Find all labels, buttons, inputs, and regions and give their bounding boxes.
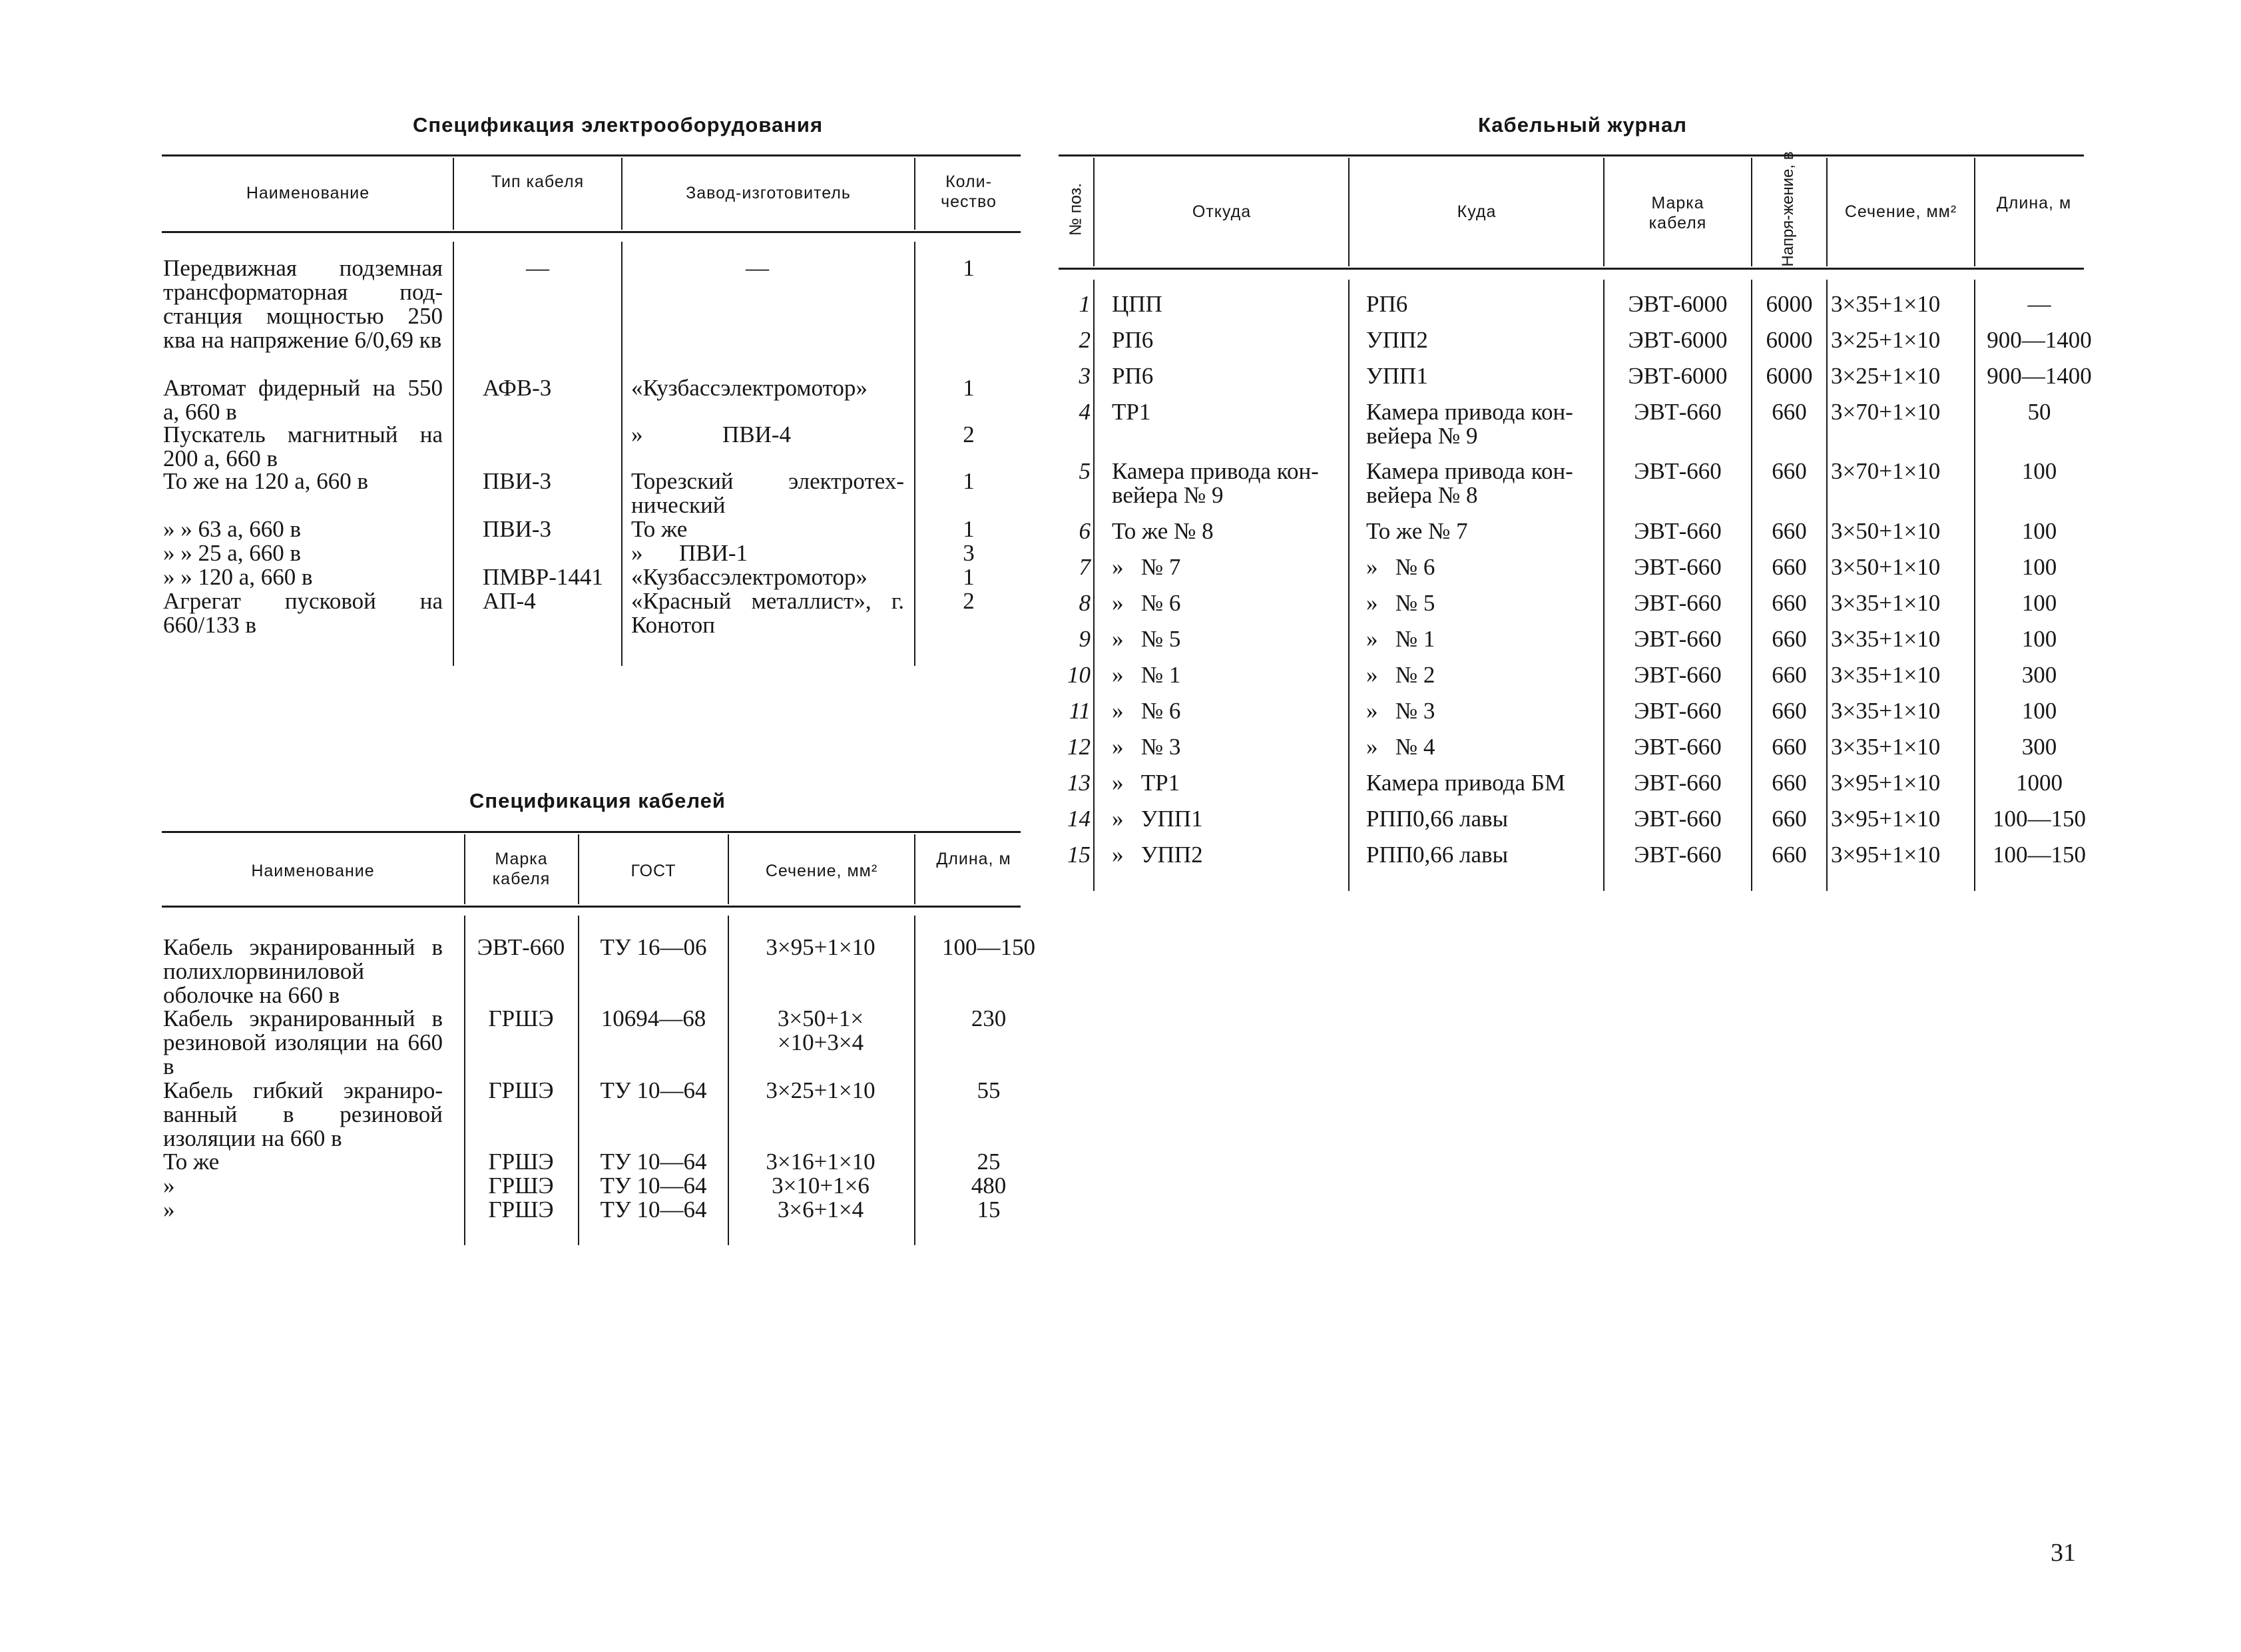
cable-journal-col-divider [1093, 280, 1095, 891]
equipment-spec-col-divider [621, 242, 622, 666]
journal-row-brand: ЭВТ-660 [1634, 770, 1722, 796]
cable-row-section: 3×50+1× ×10+3×4 [777, 1005, 864, 1055]
journal-row-from: РП6 [1112, 363, 1154, 389]
journal-row-to: УПП2 [1366, 327, 1428, 353]
journal-row-section: 3×35+1×10 [1831, 291, 1941, 317]
equipment-header-name: Наименование [246, 184, 370, 202]
cable-spec-top-rule [162, 831, 1021, 833]
journal-row-pos: 15 [1067, 842, 1091, 868]
equipment-row-name: Автомат фидерный на 550 а, 660 в [163, 375, 443, 425]
cable-row-name: Кабель гибкий экраниро-ванный в резиновой изоляции на 660 в [163, 1077, 443, 1151]
journal-row-to: УПП1 [1366, 363, 1428, 389]
journal-row-pos: 7 [1079, 554, 1091, 580]
equipment-row-name: » » 25 а, 660 в [163, 540, 302, 566]
journal-row-pos: 10 [1067, 662, 1091, 688]
equipment-spec-col-divider [453, 242, 454, 666]
equipment-row-type: ПВИ-1 [679, 540, 748, 566]
journal-row-pos: 1 [1079, 291, 1091, 317]
journal-row-voltage: 660 [1772, 698, 1807, 724]
journal-row-from: » № 7 [1112, 554, 1181, 580]
journal-row-from: » № 6 [1112, 698, 1181, 724]
journal-row-length: 100 [2021, 518, 2057, 544]
journal-row-brand: ЭВТ-660 [1634, 662, 1722, 688]
journal-row-brand: ЭВТ-660 [1634, 518, 1722, 544]
journal-row-voltage: 660 [1772, 734, 1807, 760]
cable-spec-col-divider [728, 916, 729, 1245]
cable-row-section: 3×25+1×10 [766, 1077, 875, 1103]
journal-row-length: 900—1400 [1987, 363, 2092, 389]
equipment-row-qty: 1 [963, 468, 975, 494]
journal-row-to: То же № 7 [1366, 518, 1468, 544]
equipment-row-name: Пускатель магнитный на 200 а, 660 в [163, 421, 443, 471]
cable-row-length: 15 [977, 1197, 1001, 1223]
equipment-row-maker: » [631, 540, 643, 566]
journal-row-voltage: 660 [1772, 770, 1807, 796]
equipment-row-name: Передвижная подземная трансформаторная под-станция мощностью 250 ква на напряжение 6/0,69 кв [163, 255, 443, 353]
cable-journal-col-divider [1348, 158, 1350, 266]
cable-row-length: 25 [977, 1149, 1001, 1175]
cable-journal-col-divider [1974, 158, 1975, 266]
cable-journal-col-divider [1093, 158, 1095, 266]
journal-row-to: Камера привода кон-вейера № 9 [1366, 399, 1573, 449]
journal-row-voltage: 6000 [1766, 291, 1813, 317]
cable-row-brand: ГРШЭ [488, 1077, 554, 1103]
cable-spec-header-rule [162, 906, 1021, 908]
cable-row-gost: ТУ 10—64 [600, 1077, 707, 1103]
journal-row-section: 3×35+1×10 [1831, 590, 1941, 616]
cable-journal-col-divider [1974, 280, 1975, 891]
journal-row-length: 100 [2021, 698, 2057, 724]
cable-spec-col-divider [914, 916, 915, 1245]
cable-journal-col-divider [1603, 158, 1605, 266]
journal-row-to: Камера привода БМ [1366, 770, 1565, 796]
journal-header-brand: Марка кабеля [1648, 194, 1707, 232]
journal-row-pos: 11 [1069, 698, 1091, 724]
cable-header-gost: ГОСТ [630, 862, 676, 880]
journal-row-section: 3×95+1×10 [1831, 842, 1941, 868]
journal-header-voltage: Напря-жение, в [1779, 151, 1797, 267]
cable-row-section: 3×16+1×10 [766, 1149, 875, 1175]
journal-row-pos: 14 [1067, 806, 1091, 832]
equipment-row-name: » » 120 а, 660 в [163, 564, 313, 590]
cable-header-length: Длина, м [936, 850, 1011, 868]
equipment-header-cable-type: Тип кабеля [491, 172, 585, 191]
cable-row-gost: ТУ 10—64 [600, 1173, 707, 1199]
journal-row-pos: 9 [1079, 626, 1091, 652]
journal-row-length: 300 [2021, 662, 2057, 688]
journal-row-voltage: 660 [1772, 518, 1807, 544]
cable-header-brand: Марка кабеля [492, 850, 551, 888]
cable-row-brand: ГРШЭ [488, 1197, 554, 1223]
cable-row-gost: ТУ 10—64 [600, 1149, 707, 1175]
journal-row-pos: 13 [1067, 770, 1091, 796]
journal-row-from: ЦПП [1112, 291, 1162, 317]
journal-row-from: ТР1 [1112, 399, 1151, 425]
journal-row-from: Камера привода кон-вейера № 9 [1112, 458, 1319, 508]
journal-row-to: РПП0,66 лавы [1366, 842, 1509, 868]
journal-row-length: 50 [2027, 399, 2051, 425]
journal-row-voltage: 660 [1772, 554, 1807, 580]
equipment-spec-col-divider [453, 158, 454, 230]
journal-row-voltage: 660 [1772, 458, 1807, 484]
journal-header-pos: № поз. [1066, 182, 1085, 236]
journal-row-from: » № 6 [1112, 590, 1181, 616]
equipment-row-type: ПВИ-3 [483, 516, 552, 542]
journal-row-to: » № 6 [1366, 554, 1435, 580]
page-number: 31 [2051, 1539, 2076, 1567]
cable-row-name: Кабель экранированный в резиновой изоляции на 660 в [163, 1005, 443, 1079]
equipment-row-qty: 2 [963, 588, 975, 614]
cable-row-brand: ЭВТ-660 [477, 934, 565, 960]
journal-row-voltage: 660 [1772, 590, 1807, 616]
equipment-row-maker: «Кузбассэлектромотор» [631, 564, 868, 590]
equipment-header-manufacturer: Завод-изготовитель [686, 184, 851, 202]
equipment-row-maker: — [746, 255, 769, 281]
equipment-spec-col-divider [914, 158, 915, 230]
journal-row-brand: ЭВТ-660 [1634, 458, 1722, 484]
cable-row-length: 230 [971, 1005, 1007, 1031]
equipment-row-maker: «Красный металлист», г. Конотоп [631, 588, 904, 638]
cable-header-name: Наименование [251, 862, 375, 880]
journal-row-length: 100 [2021, 554, 2057, 580]
equipment-row-type: АП-4 [483, 588, 536, 614]
journal-row-length: 100—150 [1993, 842, 2086, 868]
journal-row-brand: ЭВТ-660 [1634, 554, 1722, 580]
journal-header-to: Куда [1457, 202, 1497, 221]
journal-row-pos: 3 [1079, 363, 1091, 389]
journal-row-brand: ЭВТ-660 [1634, 806, 1722, 832]
cable-row-gost: 10694—68 [601, 1005, 706, 1031]
journal-row-to: Камера привода кон-вейера № 8 [1366, 458, 1573, 508]
equipment-row-qty: 1 [963, 255, 975, 281]
equipment-row-type: ПВИ-4 [722, 421, 792, 447]
equipment-row-maker: » [631, 421, 643, 447]
cable-journal-title: Кабельный журнал [1478, 113, 1687, 137]
cable-row-section: 3×6+1×4 [777, 1197, 864, 1223]
journal-row-from: » № 1 [1112, 662, 1181, 688]
journal-row-length: 900—1400 [1987, 327, 2092, 353]
journal-header-from: Откуда [1192, 202, 1252, 221]
cable-journal-header-rule [1059, 268, 2084, 270]
cable-row-name: То же [163, 1149, 220, 1175]
journal-row-to: » № 2 [1366, 662, 1435, 688]
journal-row-pos: 5 [1079, 458, 1091, 484]
journal-row-from: » № 3 [1112, 734, 1181, 760]
journal-row-section: 3×35+1×10 [1831, 662, 1941, 688]
cable-spec-col-divider [914, 834, 915, 904]
journal-row-section: 3×35+1×10 [1831, 626, 1941, 652]
cable-row-gost: ТУ 16—06 [600, 934, 707, 960]
cable-row-brand: ГРШЭ [488, 1173, 554, 1199]
equipment-row-type: — [526, 255, 549, 281]
cable-row-length: 100—150 [942, 934, 1035, 960]
cable-row-brand: ГРШЭ [488, 1149, 554, 1175]
equipment-row-type: ПМВР-1441 [483, 564, 603, 590]
journal-row-from: РП6 [1112, 327, 1154, 353]
cable-journal-col-divider [1751, 158, 1752, 266]
journal-row-brand: ЭВТ-660 [1634, 590, 1722, 616]
cable-row-section: 3×95+1×10 [766, 934, 875, 960]
journal-row-brand: ЭВТ-6000 [1628, 363, 1728, 389]
cable-row-length: 55 [977, 1077, 1001, 1103]
cable-spec-col-divider [464, 834, 465, 904]
journal-row-section: 3×50+1×10 [1831, 554, 1941, 580]
journal-row-section: 3×50+1×10 [1831, 518, 1941, 544]
equipment-spec-col-divider [914, 242, 915, 666]
cable-journal-col-divider [1348, 280, 1350, 891]
journal-row-from: » УПП2 [1112, 842, 1203, 868]
journal-row-from: » № 5 [1112, 626, 1181, 652]
equipment-header-quantity: Коли-чество [941, 172, 997, 211]
equipment-row-qty: 1 [963, 375, 975, 401]
equipment-row-maker: «Кузбассэлектромотор» [631, 375, 868, 401]
journal-row-to: » № 5 [1366, 590, 1435, 616]
journal-row-voltage: 660 [1772, 842, 1807, 868]
cable-row-gost: ТУ 10—64 [600, 1197, 707, 1223]
cable-row-section: 3×10+1×6 [772, 1173, 870, 1199]
journal-row-brand: ЭВТ-6000 [1628, 327, 1728, 353]
journal-row-length: 1000 [2016, 770, 2063, 796]
equipment-spec-top-rule [162, 154, 1021, 156]
equipment-row-name: » » 63 а, 660 в [163, 516, 302, 542]
journal-row-brand: ЭВТ-660 [1634, 734, 1722, 760]
equipment-row-name: То же на 120 а, 660 в [163, 468, 369, 494]
journal-row-brand: ЭВТ-660 [1634, 626, 1722, 652]
journal-row-section: 3×35+1×10 [1831, 734, 1941, 760]
journal-row-voltage: 6000 [1766, 327, 1813, 353]
journal-row-section: 3×95+1×10 [1831, 770, 1941, 796]
cable-row-name: » [163, 1173, 175, 1199]
equipment-row-qty: 3 [963, 540, 975, 566]
journal-row-to: » № 1 [1366, 626, 1435, 652]
cable-header-section: Сечение, мм² [765, 862, 878, 880]
journal-row-section: 3×25+1×10 [1831, 327, 1941, 353]
journal-row-brand: ЭВТ-660 [1634, 399, 1722, 425]
journal-row-voltage: 660 [1772, 806, 1807, 832]
cable-row-brand: ГРШЭ [488, 1005, 554, 1031]
journal-row-section: 3×95+1×10 [1831, 806, 1941, 832]
equipment-row-type: ПВИ-3 [483, 468, 552, 494]
cable-row-name: Кабель экранированный в полихлорвиниловой оболочке на 660 в [163, 934, 443, 1008]
journal-row-section: 3×70+1×10 [1831, 458, 1941, 484]
cable-journal-top-rule [1059, 154, 2084, 156]
equipment-row-qty: 1 [963, 516, 975, 542]
cable-journal-col-divider [1826, 280, 1828, 891]
journal-row-to: РП6 [1366, 291, 1408, 317]
journal-row-length: 100 [2021, 458, 2057, 484]
equipment-spec-title: Спецификация электрооборудования [413, 113, 824, 137]
journal-row-to: » № 4 [1366, 734, 1435, 760]
equipment-row-type: АФВ-3 [483, 375, 552, 401]
journal-row-section: 3×35+1×10 [1831, 698, 1941, 724]
journal-row-to: РПП0,66 лавы [1366, 806, 1509, 832]
journal-row-brand: ЭВТ-6000 [1628, 291, 1728, 317]
equipment-row-maker: Торезский электротех-нический [631, 468, 904, 518]
journal-row-length: 300 [2021, 734, 2057, 760]
journal-row-section: 3×25+1×10 [1831, 363, 1941, 389]
journal-row-length: — [2027, 291, 2051, 317]
journal-row-pos: 6 [1079, 518, 1091, 544]
journal-row-section: 3×70+1×10 [1831, 399, 1941, 425]
journal-row-from: » УПП1 [1112, 806, 1203, 832]
journal-row-length: 100—150 [1993, 806, 2086, 832]
equipment-row-maker: То же [631, 516, 688, 542]
journal-row-brand: ЭВТ-660 [1634, 842, 1722, 868]
journal-header-section: Сечение, мм² [1844, 202, 1957, 221]
journal-row-to: » № 3 [1366, 698, 1435, 724]
journal-row-pos: 8 [1079, 590, 1091, 616]
equipment-spec-header-rule [162, 231, 1021, 233]
equipment-row-qty: 1 [963, 564, 975, 590]
cable-spec-title: Спецификация кабелей [469, 789, 726, 812]
journal-row-from: » ТР1 [1112, 770, 1180, 796]
cable-row-name: » [163, 1197, 175, 1223]
journal-row-pos: 12 [1067, 734, 1091, 760]
equipment-row-qty: 2 [963, 421, 975, 447]
equipment-row-name: Агрегат пусковой на 660/133 в [163, 588, 443, 638]
journal-row-voltage: 660 [1772, 399, 1807, 425]
journal-row-voltage: 660 [1772, 626, 1807, 652]
journal-row-pos: 2 [1079, 327, 1091, 353]
journal-row-length: 100 [2021, 590, 2057, 616]
journal-row-from: То же № 8 [1112, 518, 1214, 544]
journal-row-voltage: 6000 [1766, 363, 1813, 389]
cable-row-length: 480 [971, 1173, 1007, 1199]
journal-header-length: Длина, м [1996, 194, 2072, 212]
journal-row-brand: ЭВТ-660 [1634, 698, 1722, 724]
journal-row-pos: 4 [1079, 399, 1091, 425]
journal-row-voltage: 660 [1772, 662, 1807, 688]
journal-row-length: 100 [2021, 626, 2057, 652]
